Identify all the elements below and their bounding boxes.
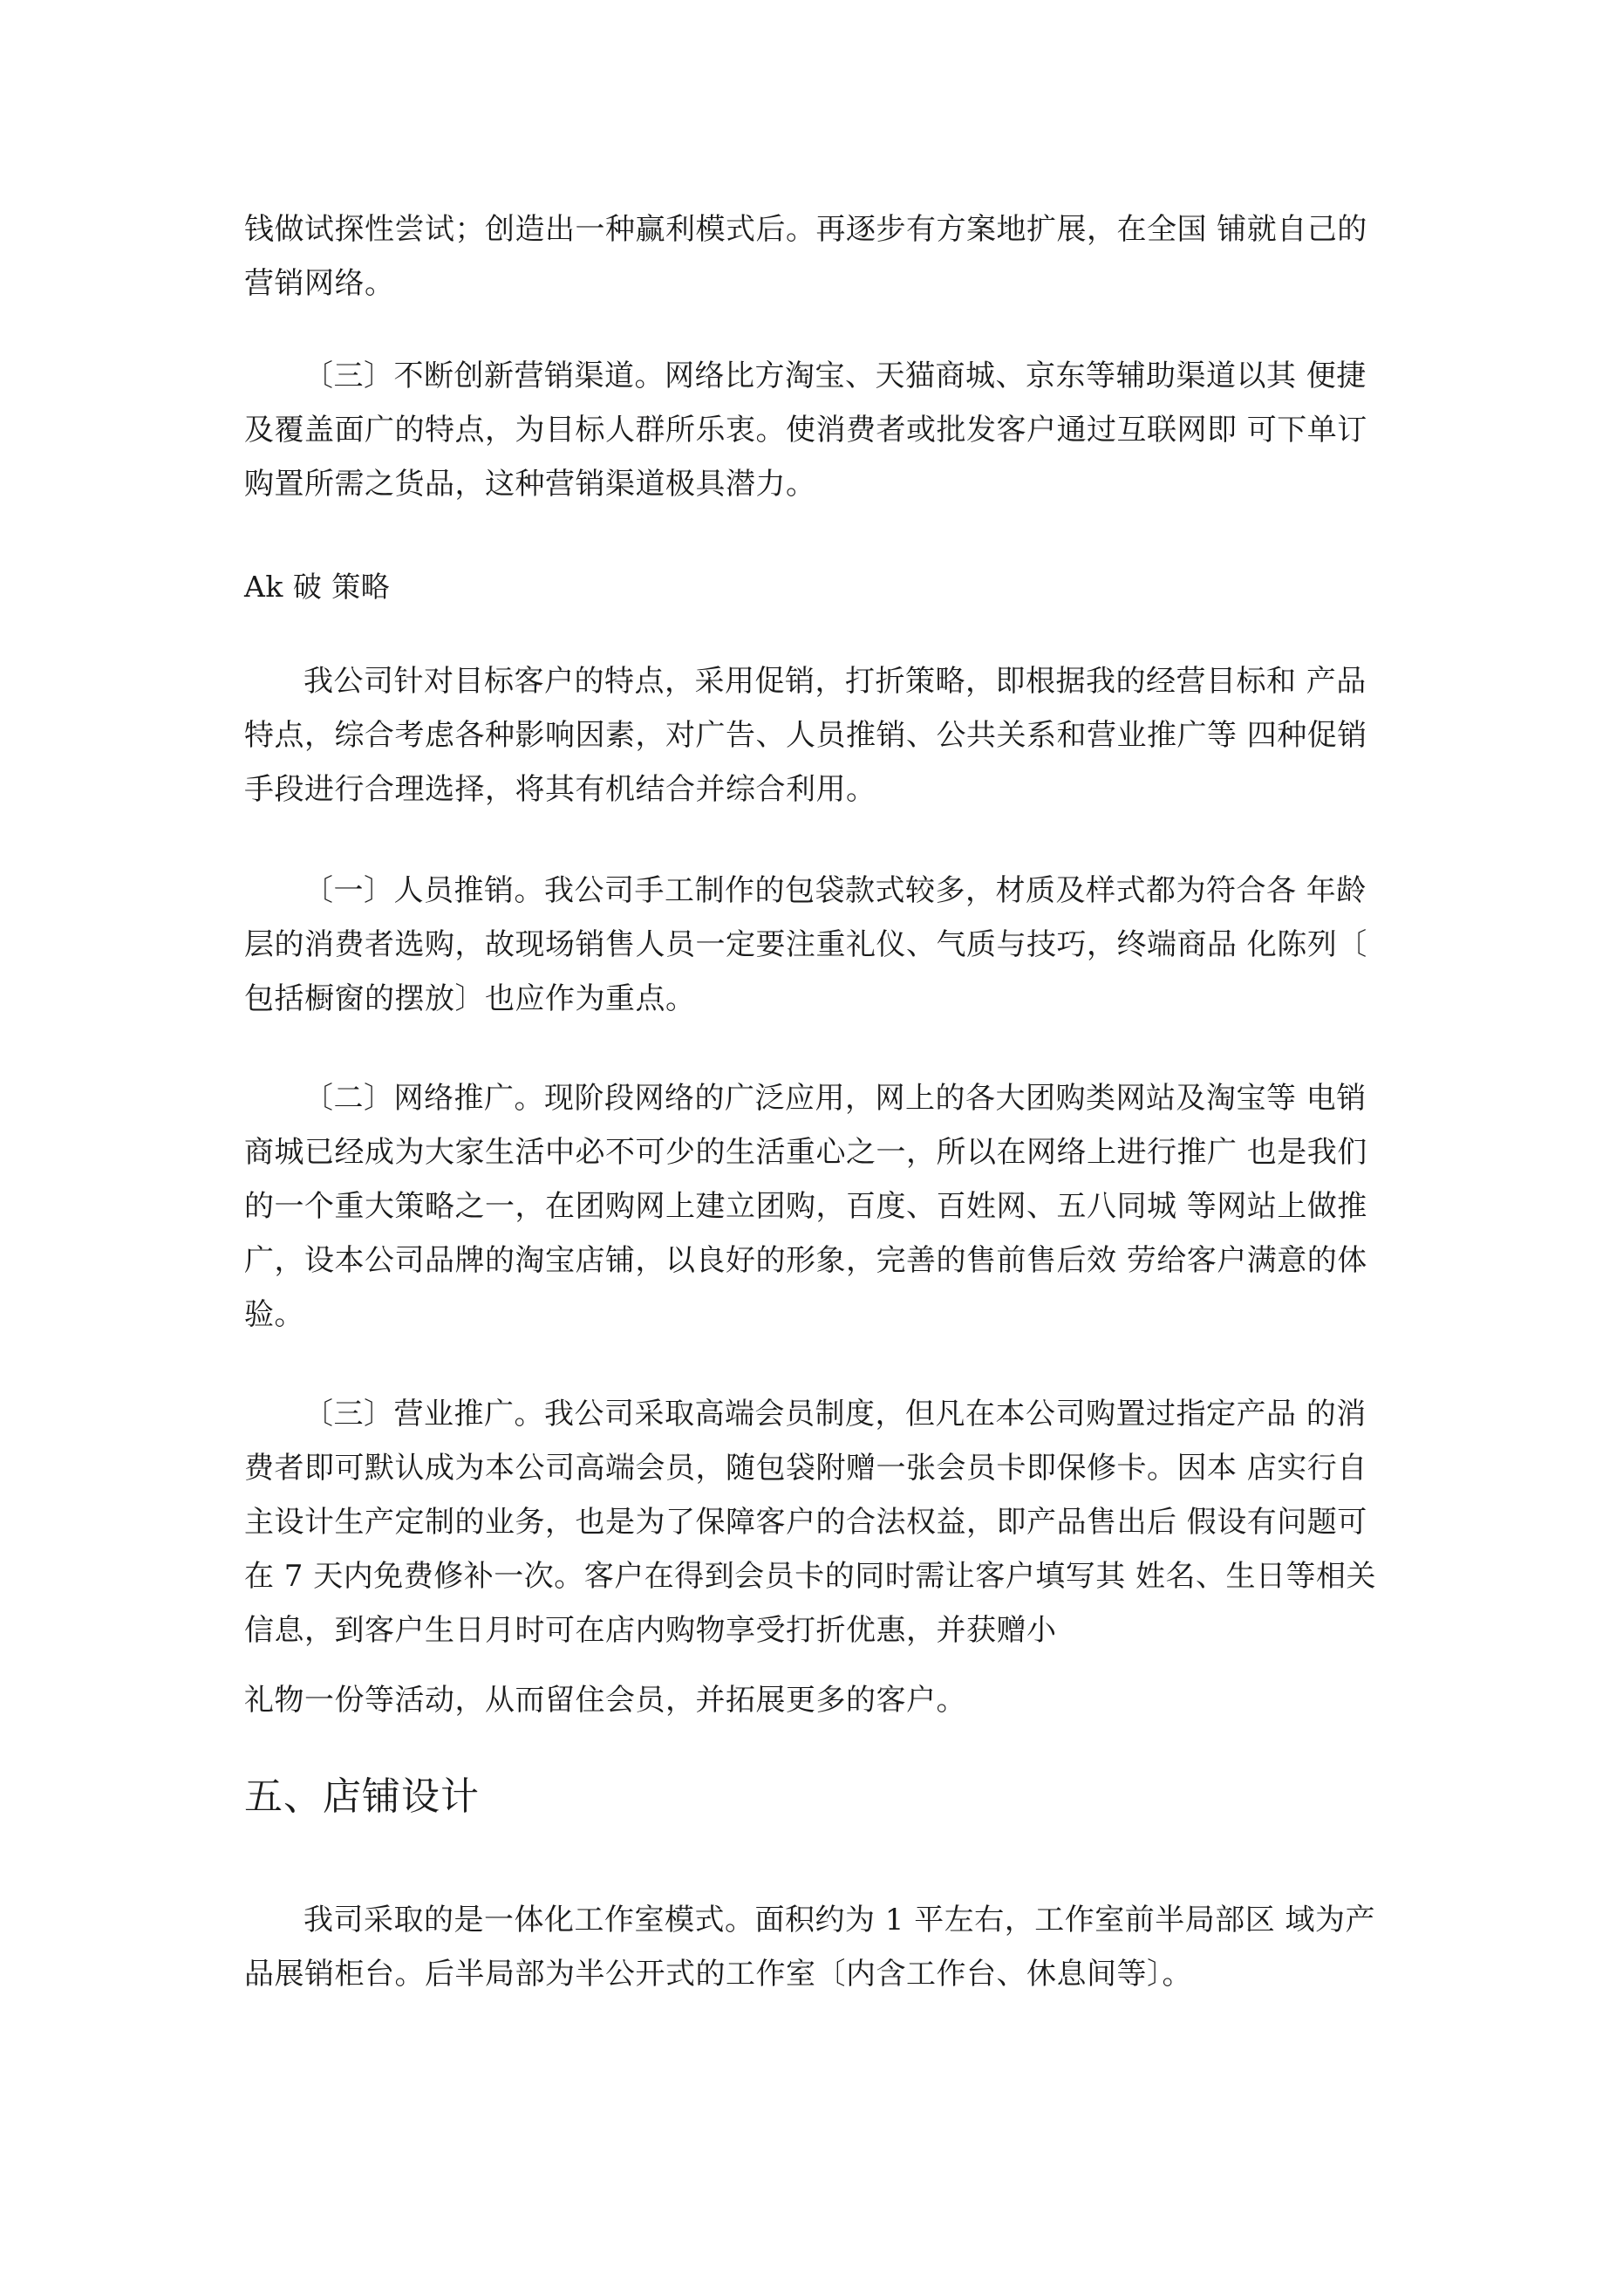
text-line: 特点，综合考虑各种影响因素，对广告、人员推销、公共关系和营业推广等 四种促销 [244,718,1367,753]
text-line: 包括橱窗的摆放〕也应作为重点。 [244,981,696,1016]
text-line: 〔三〕营业推广。我公司采取高端会员制度，但凡在本公司购置过指定产品 的消 [303,1397,1367,1432]
paragraph-channel-innovation [244,349,1395,511]
text-line: 我公司针对目标客户的特点，采用促销，打折策略，即根据我的经营目标和 产品 [303,664,1367,699]
paragraph-sales-promotion [244,1387,1395,1657]
text-line: 营销网络。 [244,266,395,301]
paragraph-store-layout [244,1893,1395,2001]
text-line: 验。 [244,1297,304,1332]
text-line: 层的消费者选购，故现场销售人员一定要注重礼仪、气质与技巧，终端商品 化陈列〔 [244,927,1367,962]
text-line: 费者即可默认成为本公司高端会员，随包袋附赠一张会员卡即保修卡。因本 店实行自 [244,1451,1367,1486]
text-line: 我司采取的是一体化工作室模式。面积约为 1 平左右，工作室前半局部区 域为产 [303,1903,1376,1937]
paragraph-promotion-intro [244,654,1395,817]
subheading-strategy [244,560,1395,614]
text-line: 品展销柜台。后半局部为半公开式的工作室〔内含工作台、休息间等〕。 [244,1957,1192,1992]
text-line: 商城已经成为大家生活中必不可少的生活重心之一，所以在网络上进行推广 也是我们 [244,1135,1367,1170]
text-line: 信息，到客户生日月时可在店内购物享受打折优惠，并获赠小 [244,1613,1057,1648]
text-line: 礼物一份等活动，从而留住会员，并拓展更多的客户。 [244,1683,966,1718]
text-line: 手段进行合理选择，将其有机结合并综合利用。 [244,772,876,807]
text-line: 购置所需之货品，这种营销渠道极具潜力。 [244,467,816,502]
text-line: 〔二〕网络推广。现阶段网络的广泛应用，网上的各大团购类网站及淘宝等 电销 [303,1081,1367,1116]
section-title: 五、店铺设计 [244,1774,480,1819]
paragraph-sales-promotion-continued [244,1673,1395,1727]
text-line: 的一个重大策略之一，在团购网上建立团购，百度、百姓网、五八同城 等网站上做推 [244,1189,1367,1224]
text-line: 及覆盖面广的特点，为目标人群所乐衷。使消费者或批发客户通过互联网即 可下单订 [244,413,1367,448]
section-store-design [244,1766,1395,1828]
text-line: 〔一〕人员推销。我公司手工制作的包袋款式较多，材质及样式都为符合各 年龄 [303,873,1367,908]
paragraph-expansion [244,202,1395,311]
text-line: 〔三〕不断创新营销渠道。网络比方淘宝、天猫商城、京东等辅助渠道以其 便捷 [303,359,1367,393]
text-line: 广，设本公司品牌的淘宝店铺，以良好的形象，完善的售前售后效 劳给客户满意的体 [244,1243,1367,1278]
text-line: 在 7 天内免费修补一次。客户在得到会员卡的同时需让客户填写其 姓名、生日等相关 [244,1559,1377,1594]
subheading: Ak 破 策略 [244,570,391,604]
text-line: 钱做试探性尝试；创造出一种赢利模式后。再逐步有方案地扩展，在全国 铺就自己的 [244,212,1367,247]
paragraph-online-promotion [244,1071,1395,1342]
text-line: 主设计生产定制的业务，也是为了保障客户的合法权益，即产品售出后 假设有问题可 [244,1505,1367,1540]
paragraph-personal-selling [244,864,1395,1026]
